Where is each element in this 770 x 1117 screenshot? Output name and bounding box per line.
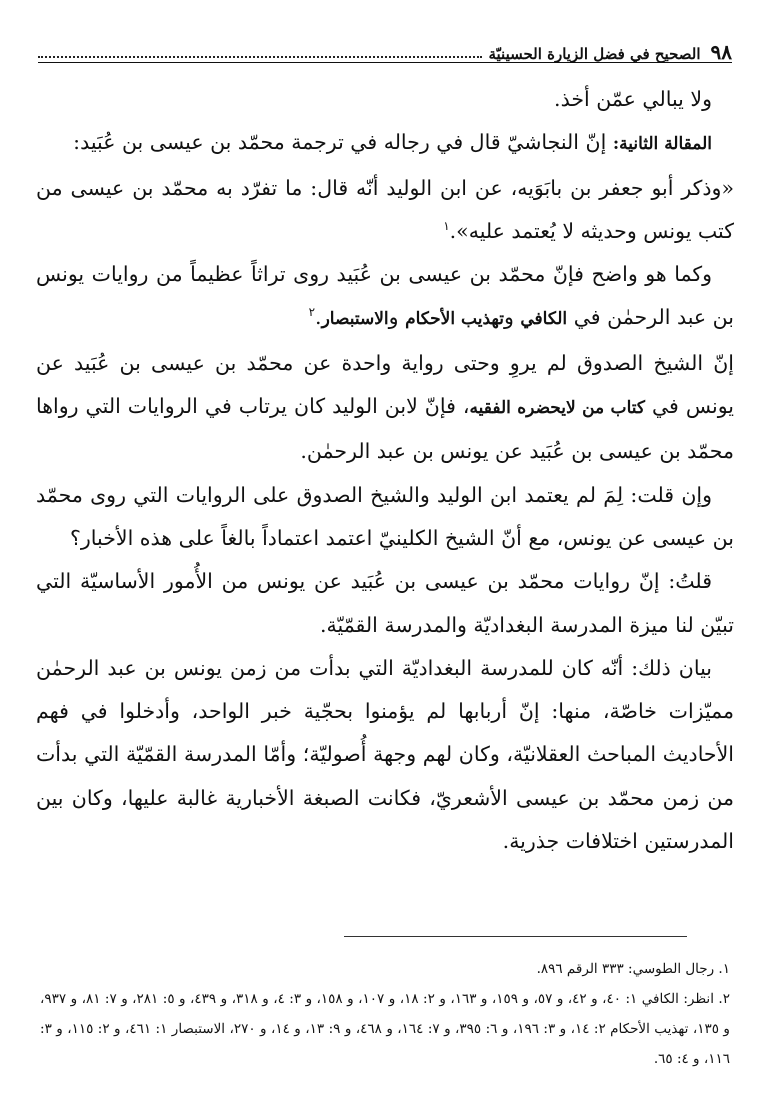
footnote-separator (344, 936, 687, 937)
paragraph-text: إنّ الشيخ الصدوق لم يروِ وحتى رواية واحدة عن محمّد بن عيسى بن عُبَيد عن يونس في (36, 350, 734, 419)
paragraph-4 (36, 253, 734, 342)
footnote-2: ٢. انظر: الكافي ١: ٤٠، و ٤٢، و ٥٧، و ١٥٩، و ١٦٣، و ٢: ١٨، و ١٠٧، و ١٥٨، و ٣: ٤، و ٣١٨، و ٤٣٩، و ٥: ٢٨١، و ٧: ٨١، و ٩٣٧، و ١٣٥، تهذيب الأحكام ٢: ١٤، و ٣: ١٩٦، و ٦: ٣٩٥، و ٧: ١٦٤، و ٤٦٨، و ٩: ١٣، و ١٤، و ٢٧٠، الاستبصار ١: ٤٦١، و ٢: ١١٥، و ٣: ١١٦، و ٤: ٦٥. (40, 991, 730, 1067)
paragraph-5 (36, 342, 734, 474)
paragraph-8: بيان ذلك: أنّه كان للمدرسة البغداديّة التي بدأت من زمن يونس بن عبد الرحمٰن مميّزات خاصّة، منها: إنّ أربابها لم يؤمنوا بحجّية خبر الواحد، وأدخلوا في فهم الأحاديث المباحث العقلانيّة، وكان لهم وجهة أُصوليّة؛ وأمّا المدرسة القمّيّة التي بدأت من زمن محمّد بن عيسى الأشعريّ، فكانت الصبغة الأخبارية غالبة عليها، وكان بين المدرستين اختلافات جذرية. (36, 655, 734, 854)
book-title-kafi: الكافي (520, 309, 568, 330)
paragraph-text: إنّ النجاشيّ قال في رجاله في ترجمة محمّد بن عيسى بن عُبَيد: (73, 130, 607, 155)
paragraph-6: وإن قلت: لِمَ لم يعتمد ابن الوليد والشيخ الصدوق على الروايات التي روى محمّد بن عيسى عن يونس، مع أنّ الشيخ الكلينيّ اعتمد اعتماداً بالغاً على هذه الأخبار؟ (36, 482, 734, 550)
book-title-tahdhib: تهذيب الأحكام (405, 309, 504, 330)
paragraph-text: وكما هو واضح فإنّ محمّد بن عيسى بن عُبَيد روى تراثاً عظيماً من روايات يونس بن عبد الرحمٰن في (36, 262, 734, 330)
header-dotted-leader (38, 56, 482, 58)
period: . (315, 305, 322, 330)
running-title: الصحيح في فضل الزيارة الحسينيّة (488, 45, 701, 63)
paragraph-7: قلتُ: إنّ روايات محمّد بن عيسى بن عُبَيد عن يونس من الأُمور الأساسيّة التي تبيّن لنا ميزة المدرسة البغداديّة والمدرسة القمّيّة. (36, 569, 734, 637)
paragraph-text: ، فإنّ لابن الوليد كان يرتاب في الروايات التي رواها محمّد بن عيسى بن عُبَيد عن يونس بن عبد الرحمٰن. (36, 394, 734, 464)
footnote-1: ١. رجال الطوسي: ٣٣٣ الرقم ٨٩٦. (536, 961, 730, 977)
book-title-faqih: كتاب من لايحضره الفقيه (469, 398, 645, 419)
book-title-istibsar: الاستبصار (321, 309, 389, 330)
running-header (38, 28, 732, 63)
bold-lead: المقالة الثانية: (612, 134, 712, 155)
conjunction: و (503, 305, 514, 330)
page-number: ٩٨ (710, 40, 732, 64)
conjunction: و (388, 305, 399, 330)
paragraph-3-quote (36, 167, 734, 254)
quote-text: «وذكر أبو جعفر بن بابَوَيه، عن ابن الوليد أنّه قال: ما تفرّد به محمّد بن عيسى من كتب يونس وحديثه لا يُعتمد عليه». (36, 175, 734, 243)
page-body (36, 78, 734, 863)
footnote-ref-1[interactable]: ١ (443, 219, 450, 234)
paragraph-1: ولا يبالي عمّن أخذ. (554, 87, 712, 111)
footnote-ref-2[interactable]: ٢ (308, 305, 316, 320)
paragraph-2 (36, 121, 734, 166)
